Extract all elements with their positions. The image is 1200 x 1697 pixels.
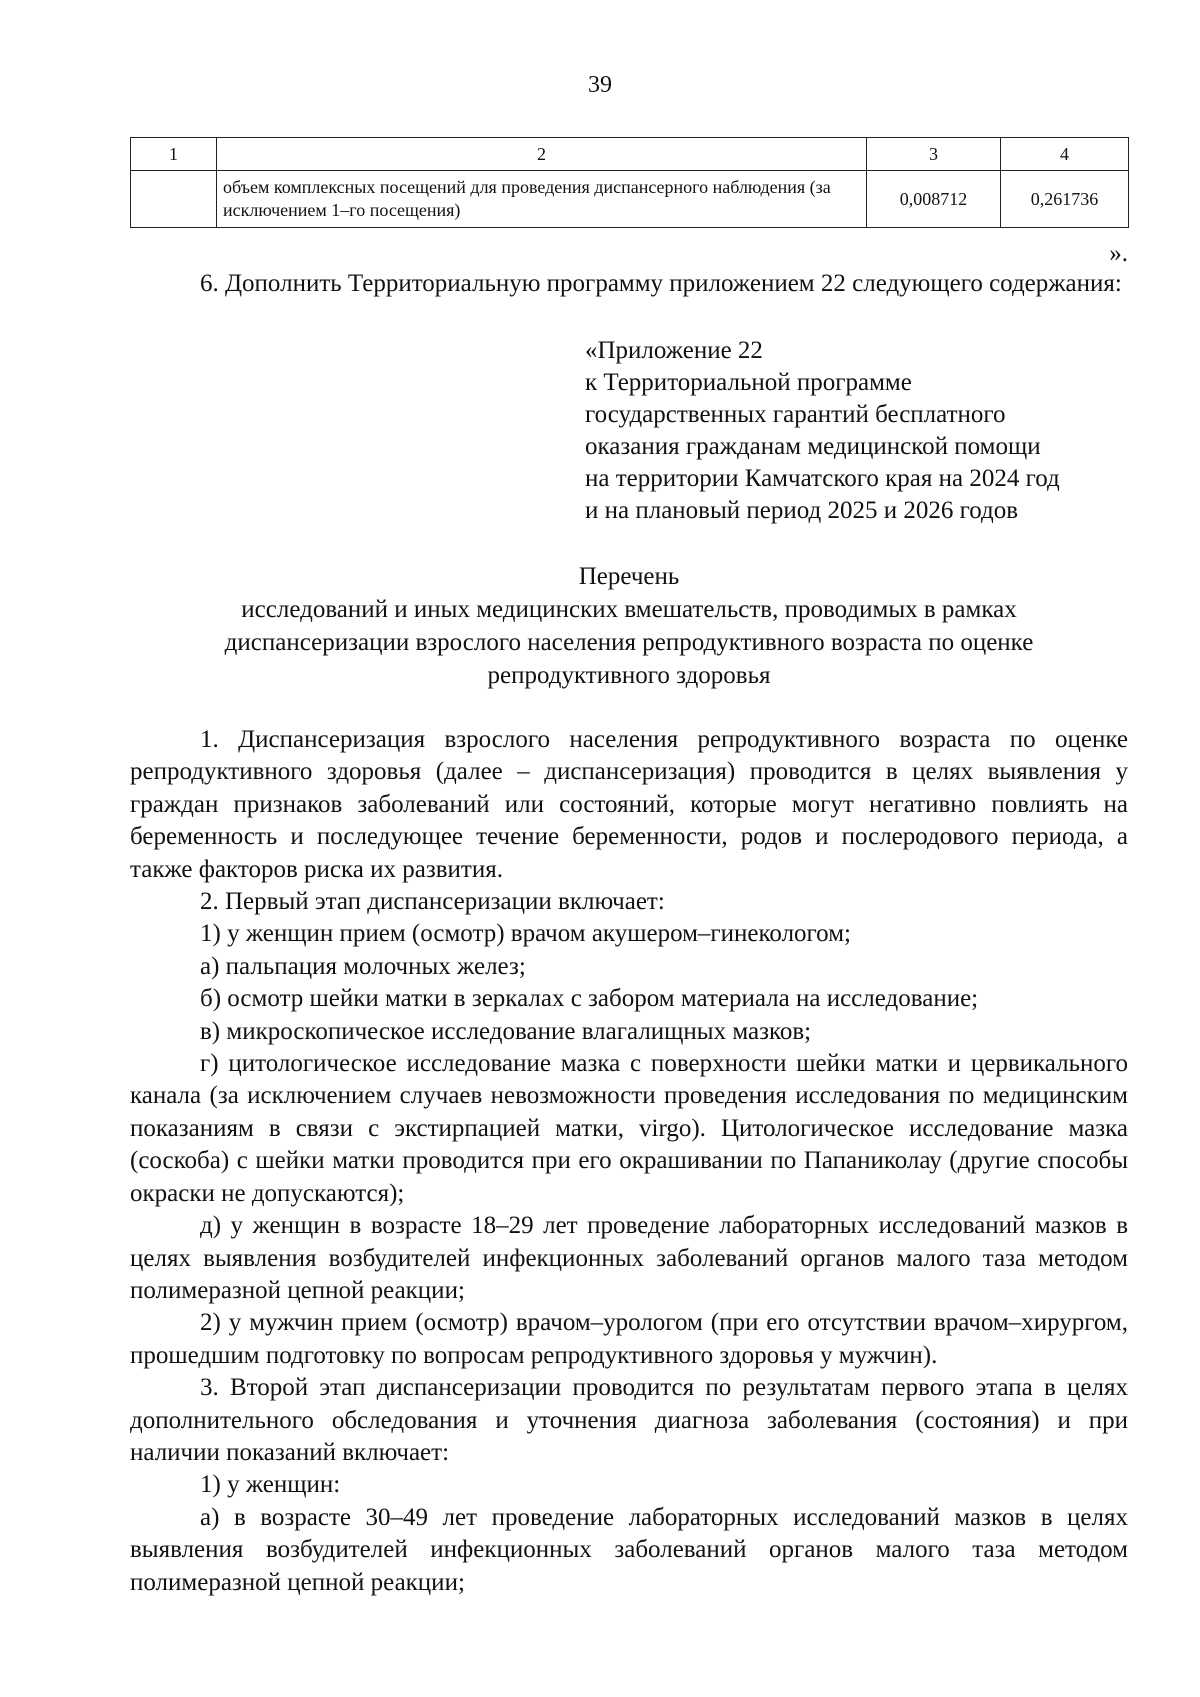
- appendix-line: «Приложение 22: [585, 337, 763, 364]
- paragraph: 1) у женщин прием (осмотр) врачом акушером–гинекологом;: [200, 920, 851, 948]
- table-header-row: [131, 138, 1129, 171]
- table-header-cell: 2: [217, 138, 867, 171]
- paragraph: 1) у женщин:: [200, 1471, 341, 1499]
- closing-quote: ».: [1109, 240, 1128, 267]
- paragraph: а) пальпация молочных желез;: [200, 952, 526, 980]
- table-cell-empty: [131, 171, 217, 228]
- table-row: [131, 171, 1129, 228]
- title-line: исследований и иных медицинских вмешательств, проводимых в рамках: [241, 596, 1017, 623]
- paragraph: 2) у мужчин прием (осмотр) врачом–урологом (при его отсутствии врачом–хирургом, прошедшим подготовку по вопросам репродуктивного здоровья у мужчин).: [130, 1309, 1128, 1369]
- paragraph: 2. Первый этап диспансеризации включает:: [200, 888, 665, 916]
- document-title: [130, 560, 1128, 692]
- table-header-cell: 3: [867, 138, 1001, 171]
- title-line: диспансеризации взрослого населения репродуктивного возраста по оценке: [224, 629, 1034, 656]
- paragraph: 3. Второй этап диспансеризации проводится по результатам первого этапа в целях дополнительного обследования и уточнения диагноза заболевания (состояния) и при наличии показаний включает:: [130, 1374, 1128, 1466]
- item-6-text: 6. Дополнить Территориальную программу приложением 22 следующего содержания:: [200, 270, 1122, 297]
- appendix-line: оказания гражданам медицинской помощи: [585, 433, 1041, 460]
- appendix-line: государственных гарантий бесплатного: [585, 401, 1006, 428]
- table-header-cell: 4: [1001, 138, 1129, 171]
- table-cell-value-3: 0,008712: [867, 171, 1001, 228]
- appendix-header: [585, 335, 1060, 527]
- paragraph: г) цитологическое исследование мазка с поверхности шейки матки и цервикального канала (за исключением случаев невозможности проведения исследования по медицинским показаниям в связи с экстирпацией матки, virgo). Цитологическое исследование мазка (соскоба) с шейки матки проводится при его окрашивании по Папаниколау (другие способы окраски не допускаются);: [130, 1050, 1128, 1207]
- title-line: репродуктивного здоровья: [487, 662, 771, 689]
- table-header-cell: 1: [131, 138, 217, 171]
- appendix-line: на территории Камчатского края на 2024 год: [585, 465, 1060, 492]
- page-number: 39: [588, 72, 612, 98]
- paragraph: д) у женщин в возрасте 18–29 лет проведение лабораторных исследований мазков в целях выявления возбудителей инфекционных заболеваний органов малого таза методом полимеразной цепной реакции;: [130, 1212, 1128, 1304]
- appendix-line: к Территориальной программе: [585, 369, 912, 396]
- item-6-paragraph: [130, 268, 1128, 301]
- table-cell-value-4: 0,261736: [1001, 171, 1129, 228]
- title-heading: Перечень: [578, 563, 680, 590]
- paragraph: а) в возрасте 30–49 лет проведение лабораторных исследований мазков в целях выявления возбудителей инфекционных заболеваний органов малого таза методом полимеразной цепной реакции;: [130, 1503, 1128, 1596]
- paragraph: б) осмотр шейки матки в зеркалах с забором материала на исследование;: [200, 985, 979, 1013]
- indicator-table: [130, 137, 1129, 228]
- table-cell-description: объем комплексных посещений для проведения диспансерного наблюдения (за исключением 1–го посещения): [217, 171, 867, 228]
- appendix-line: и на плановый период 2025 и 2026 годов: [585, 497, 1019, 524]
- paragraph: 1. Диспансеризация взрослого населения репродуктивного возраста по оценке репродуктивного здоровья (далее – диспансеризация) проводится в целях выявления у граждан признаков заболеваний или состояний, которые могут негативно повлиять на беременность и последующее течение беременности, родов и послеродового периода, а также факторов риска их развития.: [130, 726, 1128, 883]
- paragraph: в) микроскопическое исследование влагалищных мазков;: [200, 1017, 812, 1045]
- main-body: [130, 724, 1128, 1599]
